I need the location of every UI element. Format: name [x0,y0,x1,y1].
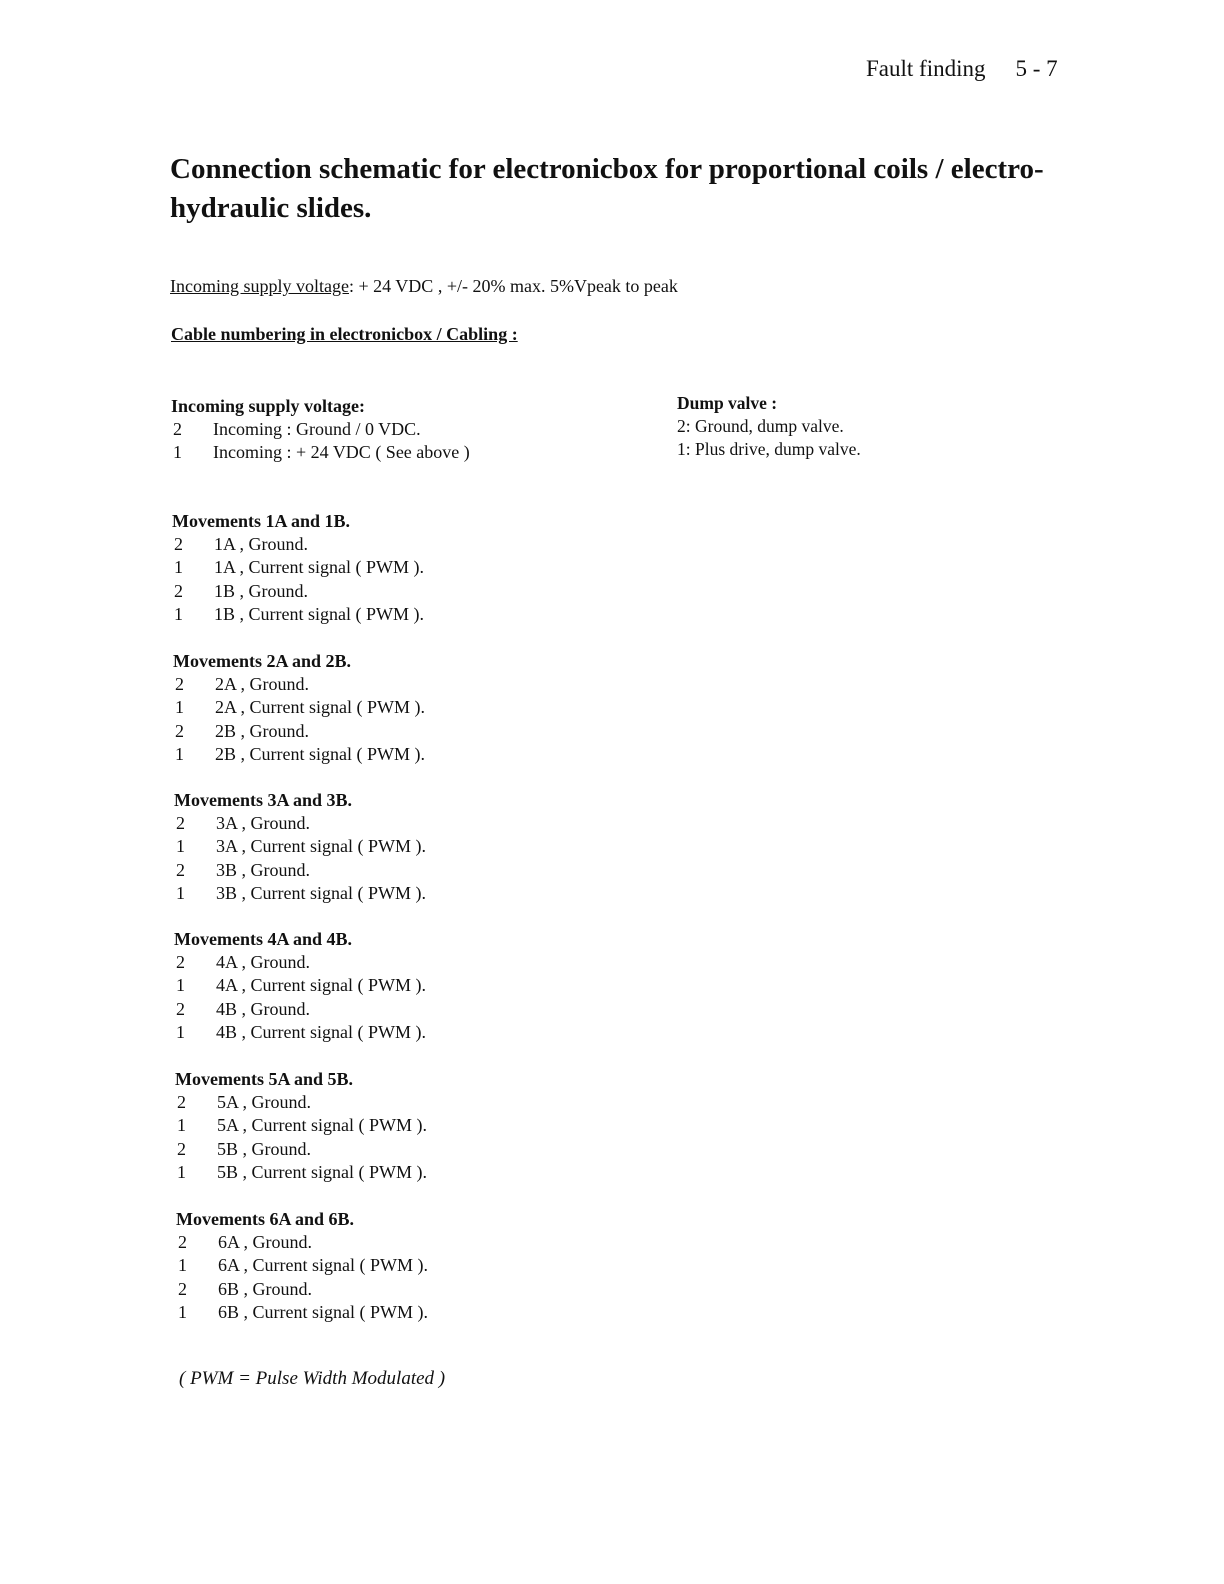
movements-heading: Movements 3A and 3B. [174,790,353,810]
pin-description: 5B , Current signal ( PWM ). [217,1161,427,1182]
list-item [172,533,424,556]
movements-1-group [172,510,424,626]
pin-number: 2 [175,674,184,695]
list-item [174,998,426,1021]
pin-description: 2B , Ground. [215,720,309,741]
movements-heading: Movements 4A and 4B. [174,929,353,949]
pwm-footnote: ( PWM = Pulse Width Modulated ) [179,1368,446,1389]
pin-description: 1B , Ground. [214,580,308,601]
list-item [174,835,426,858]
pin-description: 1A , Ground. [214,534,308,555]
page-header [866,56,1058,82]
list-item [174,974,426,997]
pin-description: 4B , Ground. [216,998,310,1019]
list-item [176,1301,428,1324]
pin-description: 4B , Current signal ( PWM ). [216,1021,426,1042]
pin-number: 2 [175,720,184,741]
list-item [175,1138,427,1161]
pin-number: 1 [176,836,185,857]
movements-heading: Movements 2A and 2B. [173,651,352,671]
movements-4-group [174,928,426,1044]
list-item [172,580,424,603]
page-number: 5 - 7 [1015,56,1058,81]
list-item [174,951,426,974]
list-item [176,1231,428,1254]
list-item [171,441,470,464]
pin-number: 1 [176,882,185,903]
pin-description: 6B , Current signal ( PWM ). [218,1301,428,1322]
section-name: Fault finding [866,56,986,81]
pin-description: 5B , Ground. [217,1138,311,1159]
list-item [172,556,424,579]
movements-5-group [175,1068,427,1184]
pin-description: 3A , Ground. [216,813,310,834]
pin-description: 1A , Current signal ( PWM ). [214,557,424,578]
pin-description: 6A , Ground. [218,1232,312,1253]
pin-number: 2 [177,1138,186,1159]
pin-description: 5A , Ground. [217,1092,311,1113]
pin-number: 1 [175,743,184,764]
list-item [174,1021,426,1044]
pin-number: 2 [176,952,185,973]
pin-number: 2 [174,580,183,601]
pin-description: 2A , Ground. [215,674,309,695]
list-item [171,418,470,441]
document-title: Connection schematic for electronicbox for proportional coils / electro-hydraulic slides. [170,153,1044,224]
pin-description: 3B , Ground. [216,859,310,880]
list-item [174,859,426,882]
movements-heading: Movements 6A and 6B. [176,1209,355,1229]
dump-valve-group [677,392,861,461]
list-item [173,743,425,766]
pin-description: 2B , Current signal ( PWM ). [215,743,425,764]
pin-number: 2 [176,859,185,880]
pin-description: 5A , Current signal ( PWM ). [217,1115,427,1136]
pin-number: 2 [178,1232,187,1253]
supply-voltage-value: : + 24 VDC , +/- 20% max. 5%Vpeak to peak [348,276,678,296]
pin-number: 1 [178,1255,187,1276]
pin-number: 2 [176,813,185,834]
list-item [173,720,425,743]
supply-voltage-spec [170,276,678,297]
movements-heading: Movements 5A and 5B. [175,1069,354,1089]
list-item [172,603,424,626]
movements-heading: Movements 1A and 1B. [172,511,351,531]
pin-number: 1 [178,1301,187,1322]
list-item [173,673,425,696]
pin-description: 6B , Ground. [218,1278,312,1299]
pin-description: 3A , Current signal ( PWM ). [216,836,426,857]
pin-number: 1 [173,442,182,463]
movements-2-group [173,650,425,766]
pin-description: Incoming : Ground / 0 VDC. [213,419,421,440]
movements-6-group [176,1208,428,1324]
pin-number: 1 [176,975,185,996]
pin-description: 4A , Ground. [216,952,310,973]
pin-number: 1 [174,603,183,624]
pin-number: 2 [176,998,185,1019]
pin-number: 1 [174,557,183,578]
list-item [176,1278,428,1301]
pin-number: 2 [178,1278,187,1299]
pin-description: 4A , Current signal ( PWM ). [216,975,426,996]
incoming-supply-group [171,395,470,465]
list-item [175,1161,427,1184]
pin-number: 2 [173,419,182,440]
supply-voltage-label: Incoming supply voltage [170,276,349,296]
list-item [176,1254,428,1277]
pin-number: 1 [177,1161,186,1182]
pin-number: 1 [175,697,184,718]
incoming-supply-heading: Incoming supply voltage: [171,396,366,416]
list-item [174,812,426,835]
list-item: 2: Ground, dump valve. [677,416,844,436]
pin-description: 2A , Current signal ( PWM ). [215,697,425,718]
pin-number: 2 [174,534,183,555]
pin-description: 1B , Current signal ( PWM ). [214,603,424,624]
pin-description: 3B , Current signal ( PWM ). [216,882,426,903]
movements-3-group [174,789,426,905]
list-item [175,1091,427,1114]
list-item [173,696,425,719]
list-item: 1: Plus drive, dump valve. [677,439,861,459]
pin-number: 2 [177,1092,186,1113]
pin-number: 1 [176,1021,185,1042]
list-item [174,882,426,905]
cable-numbering-heading: Cable numbering in electronicbox / Cabling : [171,324,518,344]
pin-number: 1 [177,1115,186,1136]
dump-valve-heading: Dump valve : [677,393,778,413]
pin-description: Incoming : + 24 VDC ( See above ) [213,442,470,463]
list-item [175,1114,427,1137]
pin-description: 6A , Current signal ( PWM ). [218,1255,428,1276]
